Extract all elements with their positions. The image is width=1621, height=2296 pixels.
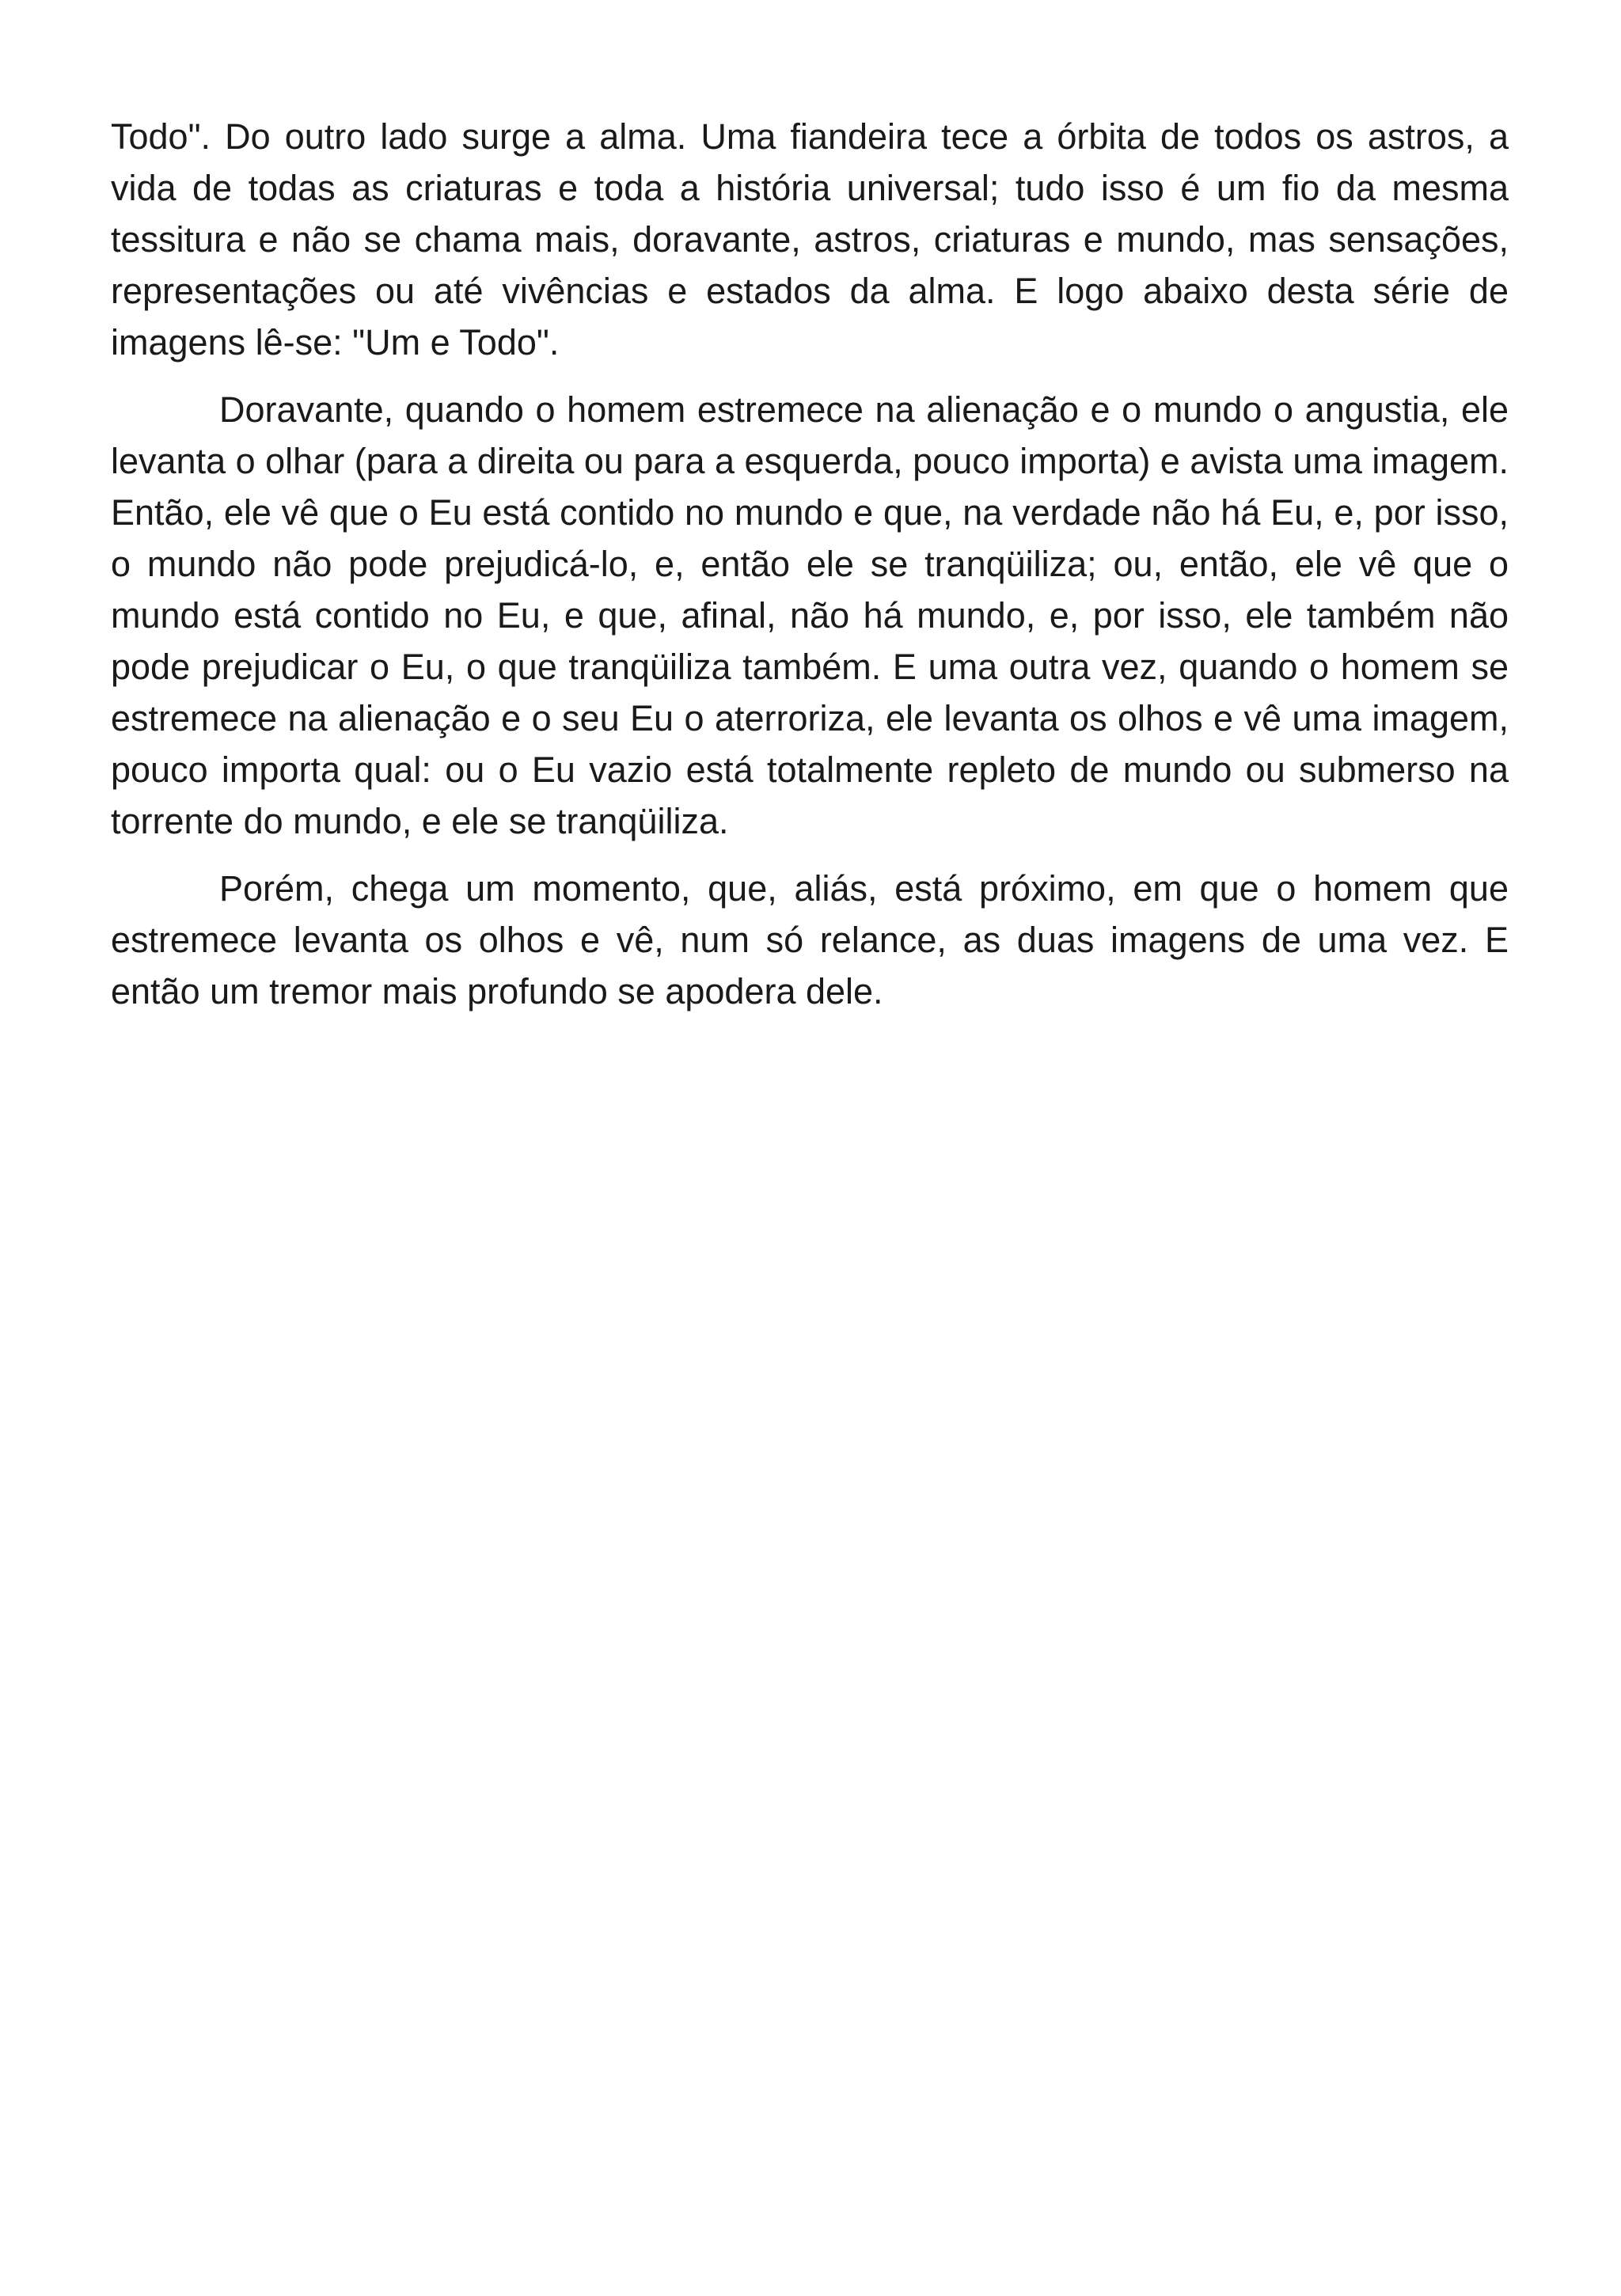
paragraph-1: Todo". Do outro lado surge a alma. Uma fiandeira tece a órbita de todos os astros, a vida de todas as criaturas e toda a história universal; tudo isso é um fio da mesma tessitura e não se chama mais, doravante, astros, criaturas e mundo, mas sensações, representações ou até vivências e estados da alma. E logo abaixo desta série de imagens lê-se: "Um e Todo". <box>111 116 1509 362</box>
document-body <box>111 111 1509 1033</box>
paragraph-3: Porém, chega um momento, que, aliás, está próximo, em que o homem que estremece levanta os olhos e vê, num só relance, as duas imagens de uma vez. E então um tremor mais profundo se apodera dele. <box>111 868 1509 1011</box>
paragraph-2: Doravante, quando o homem estremece na alienação e o mundo o angustia, ele levanta o olhar (para a direita ou para a esquerda, pouco importa) e avista uma imagem. Então, ele vê que o Eu está contido no mundo e que, na verdade não há Eu, e, por isso, o mundo não pode prejudicá-lo, e, então ele se tranqüiliza; ou, então, ele vê que o mundo está contido no Eu, e que, afinal, não há mundo, e, por isso, ele também não pode prejudicar o Eu, o que tranqüiliza também. E uma outra vez, quando o homem se estremece na alienação e o seu Eu o aterroriza, ele levanta os olhos e vê uma imagem, pouco importa qual: ou o Eu vazio está totalmente repleto de mundo ou submerso na torrente do mundo, e ele se tranqüiliza. <box>111 389 1509 841</box>
